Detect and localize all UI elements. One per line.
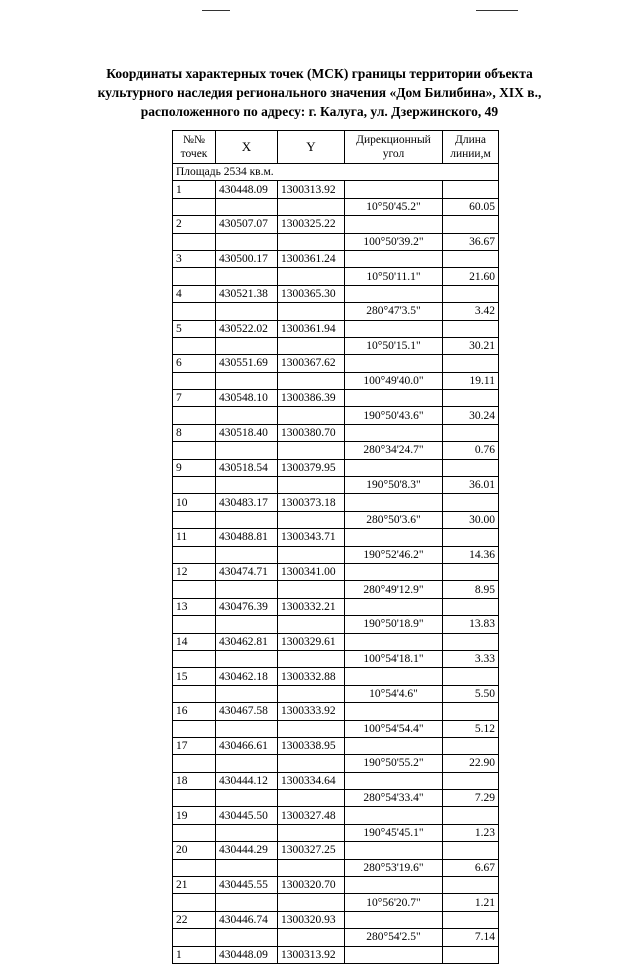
point-number: 15 xyxy=(173,668,216,685)
point-row xyxy=(173,668,499,685)
empty-cell xyxy=(278,581,345,598)
segment-length: 7.29 xyxy=(443,790,499,807)
empty-cell xyxy=(278,546,345,563)
header-line-length: Длина линии,м xyxy=(443,131,499,164)
point-y: 1300343.71 xyxy=(278,529,345,546)
point-y: 1300313.92 xyxy=(278,181,345,198)
empty-cell xyxy=(345,563,443,580)
point-y: 1300341.00 xyxy=(278,563,345,580)
point-row xyxy=(173,216,499,233)
segment-angle: 190°45'45.1" xyxy=(345,824,443,841)
empty-cell xyxy=(443,459,499,476)
empty-cell xyxy=(216,720,278,737)
empty-cell xyxy=(278,859,345,876)
empty-cell xyxy=(216,198,278,215)
segment-length: 7.14 xyxy=(443,929,499,946)
empty-cell xyxy=(216,894,278,911)
top-rule-right xyxy=(476,10,518,11)
point-row xyxy=(173,911,499,928)
point-number: 21 xyxy=(173,877,216,894)
empty-cell xyxy=(278,511,345,528)
empty-cell xyxy=(216,859,278,876)
point-x: 430466.61 xyxy=(216,737,278,754)
empty-cell xyxy=(173,929,216,946)
point-number: 7 xyxy=(173,390,216,407)
empty-cell xyxy=(173,650,216,667)
empty-cell xyxy=(345,320,443,337)
segment-length: 1.23 xyxy=(443,824,499,841)
point-y: 1300332.88 xyxy=(278,668,345,685)
point-number: 11 xyxy=(173,529,216,546)
segment-length: 1.21 xyxy=(443,894,499,911)
empty-cell xyxy=(278,650,345,667)
point-y: 1300320.93 xyxy=(278,911,345,928)
point-number: 19 xyxy=(173,807,216,824)
table-body xyxy=(173,164,499,964)
segment-row xyxy=(173,407,499,424)
point-number: 5 xyxy=(173,320,216,337)
point-number: 12 xyxy=(173,563,216,580)
empty-cell xyxy=(345,355,443,372)
empty-cell xyxy=(345,807,443,824)
point-y: 1300327.25 xyxy=(278,842,345,859)
empty-cell xyxy=(278,929,345,946)
empty-cell xyxy=(216,233,278,250)
segment-length: 19.11 xyxy=(443,372,499,389)
segment-row xyxy=(173,790,499,807)
point-x: 430551.69 xyxy=(216,355,278,372)
empty-cell xyxy=(278,442,345,459)
empty-cell xyxy=(173,442,216,459)
segment-row xyxy=(173,442,499,459)
header-direction-angle: Дирекционный угол xyxy=(345,131,443,164)
empty-cell xyxy=(216,650,278,667)
empty-cell xyxy=(216,581,278,598)
segment-length: 13.83 xyxy=(443,616,499,633)
point-y: 1300367.62 xyxy=(278,355,345,372)
segment-row xyxy=(173,581,499,598)
empty-cell xyxy=(216,616,278,633)
empty-cell xyxy=(345,424,443,441)
empty-cell xyxy=(173,790,216,807)
point-row xyxy=(173,598,499,615)
empty-cell xyxy=(443,703,499,720)
segment-angle: 280°34'24.7" xyxy=(345,442,443,459)
segment-angle: 100°49'40.0" xyxy=(345,372,443,389)
point-number: 18 xyxy=(173,772,216,789)
point-x: 430462.18 xyxy=(216,668,278,685)
empty-cell xyxy=(216,303,278,320)
empty-cell xyxy=(278,407,345,424)
empty-cell xyxy=(345,737,443,754)
point-x: 430448.09 xyxy=(216,181,278,198)
empty-cell xyxy=(278,616,345,633)
empty-cell xyxy=(345,598,443,615)
area-label: Площадь 2534 кв.м. xyxy=(173,164,499,181)
empty-cell xyxy=(216,407,278,424)
point-row xyxy=(173,355,499,372)
empty-cell xyxy=(443,598,499,615)
segment-angle: 280°53'19.6" xyxy=(345,859,443,876)
segment-length: 3.42 xyxy=(443,303,499,320)
point-row xyxy=(173,494,499,511)
point-row xyxy=(173,181,499,198)
point-row xyxy=(173,563,499,580)
empty-cell xyxy=(443,216,499,233)
empty-cell xyxy=(216,372,278,389)
segment-angle: 190°50'55.2" xyxy=(345,755,443,772)
point-y: 1300325.22 xyxy=(278,216,345,233)
point-number: 4 xyxy=(173,285,216,302)
point-x: 430548.10 xyxy=(216,390,278,407)
empty-cell xyxy=(216,337,278,354)
segment-row xyxy=(173,268,499,285)
header-y: Y xyxy=(278,131,345,164)
point-y: 1300365.30 xyxy=(278,285,345,302)
title-line-2: культурного наследия регионального значения «Дом Билибина», XIX в., xyxy=(97,85,542,100)
empty-cell xyxy=(173,685,216,702)
empty-cell xyxy=(216,511,278,528)
empty-cell xyxy=(173,859,216,876)
empty-cell xyxy=(216,268,278,285)
empty-cell xyxy=(278,894,345,911)
point-y: 1300329.61 xyxy=(278,633,345,650)
point-y: 1300327.48 xyxy=(278,807,345,824)
point-x: 430446.74 xyxy=(216,911,278,928)
empty-cell xyxy=(443,807,499,824)
point-row xyxy=(173,807,499,824)
point-y: 1300373.18 xyxy=(278,494,345,511)
point-y: 1300386.39 xyxy=(278,390,345,407)
document-title xyxy=(0,64,639,121)
segment-length: 6.67 xyxy=(443,859,499,876)
point-x: 430462.81 xyxy=(216,633,278,650)
area-row xyxy=(173,164,499,181)
segment-row xyxy=(173,198,499,215)
empty-cell xyxy=(278,198,345,215)
empty-cell xyxy=(345,946,443,963)
header-point-number: №№ точек xyxy=(173,131,216,164)
empty-cell xyxy=(173,372,216,389)
point-y: 1300332.21 xyxy=(278,598,345,615)
empty-cell xyxy=(173,198,216,215)
empty-cell xyxy=(345,529,443,546)
point-number: 17 xyxy=(173,737,216,754)
empty-cell xyxy=(443,390,499,407)
empty-cell xyxy=(216,685,278,702)
point-y: 1300361.24 xyxy=(278,250,345,267)
segment-length: 22.90 xyxy=(443,755,499,772)
empty-cell xyxy=(345,842,443,859)
empty-cell xyxy=(278,337,345,354)
point-x: 430500.17 xyxy=(216,250,278,267)
segment-angle: 10°50'45.2" xyxy=(345,198,443,215)
empty-cell xyxy=(216,824,278,841)
empty-cell xyxy=(443,181,499,198)
empty-cell xyxy=(345,703,443,720)
coordinates-table xyxy=(172,130,499,964)
point-number: 8 xyxy=(173,424,216,441)
segment-angle: 190°50'18.9" xyxy=(345,616,443,633)
segment-row xyxy=(173,929,499,946)
point-x: 430467.58 xyxy=(216,703,278,720)
point-x: 430518.54 xyxy=(216,459,278,476)
segment-row xyxy=(173,337,499,354)
point-number: 10 xyxy=(173,494,216,511)
empty-cell xyxy=(173,303,216,320)
empty-cell xyxy=(443,842,499,859)
empty-cell xyxy=(278,755,345,772)
segment-length: 5.12 xyxy=(443,720,499,737)
empty-cell xyxy=(345,877,443,894)
point-number: 1 xyxy=(173,181,216,198)
empty-cell xyxy=(443,494,499,511)
point-y: 1300338.95 xyxy=(278,737,345,754)
empty-cell xyxy=(345,911,443,928)
empty-cell xyxy=(173,337,216,354)
segment-angle: 100°50'39.2" xyxy=(345,233,443,250)
empty-cell xyxy=(278,268,345,285)
segment-row xyxy=(173,824,499,841)
segment-angle: 280°54'2.5" xyxy=(345,929,443,946)
segment-length: 3.33 xyxy=(443,650,499,667)
empty-cell xyxy=(173,616,216,633)
point-x: 430488.81 xyxy=(216,529,278,546)
empty-cell xyxy=(345,459,443,476)
point-row xyxy=(173,772,499,789)
point-y: 1300379.95 xyxy=(278,459,345,476)
segment-row xyxy=(173,511,499,528)
empty-cell xyxy=(173,233,216,250)
empty-cell xyxy=(443,355,499,372)
empty-cell xyxy=(173,477,216,494)
point-y: 1300313.92 xyxy=(278,946,345,963)
empty-cell xyxy=(345,181,443,198)
empty-cell xyxy=(443,285,499,302)
point-number: 9 xyxy=(173,459,216,476)
empty-cell xyxy=(443,250,499,267)
point-row xyxy=(173,529,499,546)
segment-length: 0.76 xyxy=(443,442,499,459)
empty-cell xyxy=(345,390,443,407)
empty-cell xyxy=(216,755,278,772)
segment-length: 36.01 xyxy=(443,477,499,494)
segment-angle: 10°54'4.6" xyxy=(345,685,443,702)
segment-row xyxy=(173,650,499,667)
point-x: 430444.12 xyxy=(216,772,278,789)
segment-length: 21.60 xyxy=(443,268,499,285)
segment-length: 5.50 xyxy=(443,685,499,702)
segment-row xyxy=(173,477,499,494)
point-y: 1300380.70 xyxy=(278,424,345,441)
segment-angle: 280°50'3.6" xyxy=(345,511,443,528)
point-number: 1 xyxy=(173,946,216,963)
empty-cell xyxy=(278,233,345,250)
top-rule-left xyxy=(202,10,230,11)
empty-cell xyxy=(173,894,216,911)
segment-row xyxy=(173,894,499,911)
point-row xyxy=(173,737,499,754)
empty-cell xyxy=(278,790,345,807)
segment-angle: 10°56'20.7" xyxy=(345,894,443,911)
point-row xyxy=(173,877,499,894)
empty-cell xyxy=(216,929,278,946)
empty-cell xyxy=(443,772,499,789)
empty-cell xyxy=(345,216,443,233)
empty-cell xyxy=(173,268,216,285)
empty-cell xyxy=(173,581,216,598)
segment-row xyxy=(173,720,499,737)
empty-cell xyxy=(443,946,499,963)
empty-cell xyxy=(216,477,278,494)
table-header-row xyxy=(173,131,499,164)
segment-angle: 190°50'8.3" xyxy=(345,477,443,494)
point-x: 430444.29 xyxy=(216,842,278,859)
point-row xyxy=(173,946,499,963)
segment-angle: 280°54'33.4" xyxy=(345,790,443,807)
point-x: 430507.07 xyxy=(216,216,278,233)
point-y: 1300361.94 xyxy=(278,320,345,337)
point-row xyxy=(173,285,499,302)
empty-cell xyxy=(278,477,345,494)
segment-row xyxy=(173,859,499,876)
title-line-3: расположенного по адресу: г. Калуга, ул. Дзержинского, 49 xyxy=(140,104,499,119)
empty-cell xyxy=(345,668,443,685)
point-number: 16 xyxy=(173,703,216,720)
segment-length: 30.24 xyxy=(443,407,499,424)
empty-cell xyxy=(345,250,443,267)
point-number: 14 xyxy=(173,633,216,650)
point-number: 20 xyxy=(173,842,216,859)
segment-angle: 190°50'43.6" xyxy=(345,407,443,424)
segment-angle: 10°50'15.1" xyxy=(345,337,443,354)
empty-cell xyxy=(278,824,345,841)
point-number: 3 xyxy=(173,250,216,267)
segment-length: 60.05 xyxy=(443,198,499,215)
empty-cell xyxy=(443,877,499,894)
point-number: 13 xyxy=(173,598,216,615)
empty-cell xyxy=(443,320,499,337)
segment-angle: 280°47'3.5" xyxy=(345,303,443,320)
header-x: X xyxy=(216,131,278,164)
point-row xyxy=(173,320,499,337)
point-row xyxy=(173,424,499,441)
point-number: 6 xyxy=(173,355,216,372)
segment-angle: 10°50'11.1" xyxy=(345,268,443,285)
empty-cell xyxy=(216,442,278,459)
empty-cell xyxy=(216,546,278,563)
point-x: 430476.39 xyxy=(216,598,278,615)
empty-cell xyxy=(278,685,345,702)
point-x: 430483.17 xyxy=(216,494,278,511)
point-number: 2 xyxy=(173,216,216,233)
point-number: 22 xyxy=(173,911,216,928)
empty-cell xyxy=(173,546,216,563)
empty-cell xyxy=(278,372,345,389)
point-x: 430521.38 xyxy=(216,285,278,302)
segment-length: 36.67 xyxy=(443,233,499,250)
empty-cell xyxy=(216,790,278,807)
segment-row xyxy=(173,685,499,702)
point-row xyxy=(173,250,499,267)
empty-cell xyxy=(278,720,345,737)
empty-cell xyxy=(345,494,443,511)
point-y: 1300333.92 xyxy=(278,703,345,720)
empty-cell xyxy=(443,737,499,754)
segment-length: 30.00 xyxy=(443,511,499,528)
point-x: 430448.09 xyxy=(216,946,278,963)
empty-cell xyxy=(173,720,216,737)
empty-cell xyxy=(278,303,345,320)
segment-length: 14.36 xyxy=(443,546,499,563)
segment-row xyxy=(173,233,499,250)
empty-cell xyxy=(443,563,499,580)
point-row xyxy=(173,633,499,650)
segment-angle: 190°52'46.2" xyxy=(345,546,443,563)
segment-row xyxy=(173,303,499,320)
empty-cell xyxy=(345,772,443,789)
empty-cell xyxy=(345,285,443,302)
point-row xyxy=(173,842,499,859)
empty-cell xyxy=(345,633,443,650)
empty-cell xyxy=(173,511,216,528)
empty-cell xyxy=(173,824,216,841)
point-x: 430474.71 xyxy=(216,563,278,580)
point-x: 430445.55 xyxy=(216,877,278,894)
title-line-1: Координаты характерных точек (МСК) границы территории объекта xyxy=(106,66,533,81)
point-x: 430445.50 xyxy=(216,807,278,824)
empty-cell xyxy=(173,755,216,772)
empty-cell xyxy=(173,407,216,424)
segment-length: 8.95 xyxy=(443,581,499,598)
point-x: 430518.40 xyxy=(216,424,278,441)
segment-angle: 280°49'12.9" xyxy=(345,581,443,598)
empty-cell xyxy=(443,668,499,685)
point-y: 1300320.70 xyxy=(278,877,345,894)
point-y: 1300334.64 xyxy=(278,772,345,789)
point-x: 430522.02 xyxy=(216,320,278,337)
point-row xyxy=(173,703,499,720)
segment-angle: 100°54'54.4" xyxy=(345,720,443,737)
point-row xyxy=(173,390,499,407)
empty-cell xyxy=(443,911,499,928)
segment-row xyxy=(173,616,499,633)
segment-angle: 100°54'18.1" xyxy=(345,650,443,667)
segment-row xyxy=(173,755,499,772)
empty-cell xyxy=(443,529,499,546)
segment-row xyxy=(173,372,499,389)
segment-row xyxy=(173,546,499,563)
empty-cell xyxy=(443,424,499,441)
segment-length: 30.21 xyxy=(443,337,499,354)
empty-cell xyxy=(443,633,499,650)
point-row xyxy=(173,459,499,476)
